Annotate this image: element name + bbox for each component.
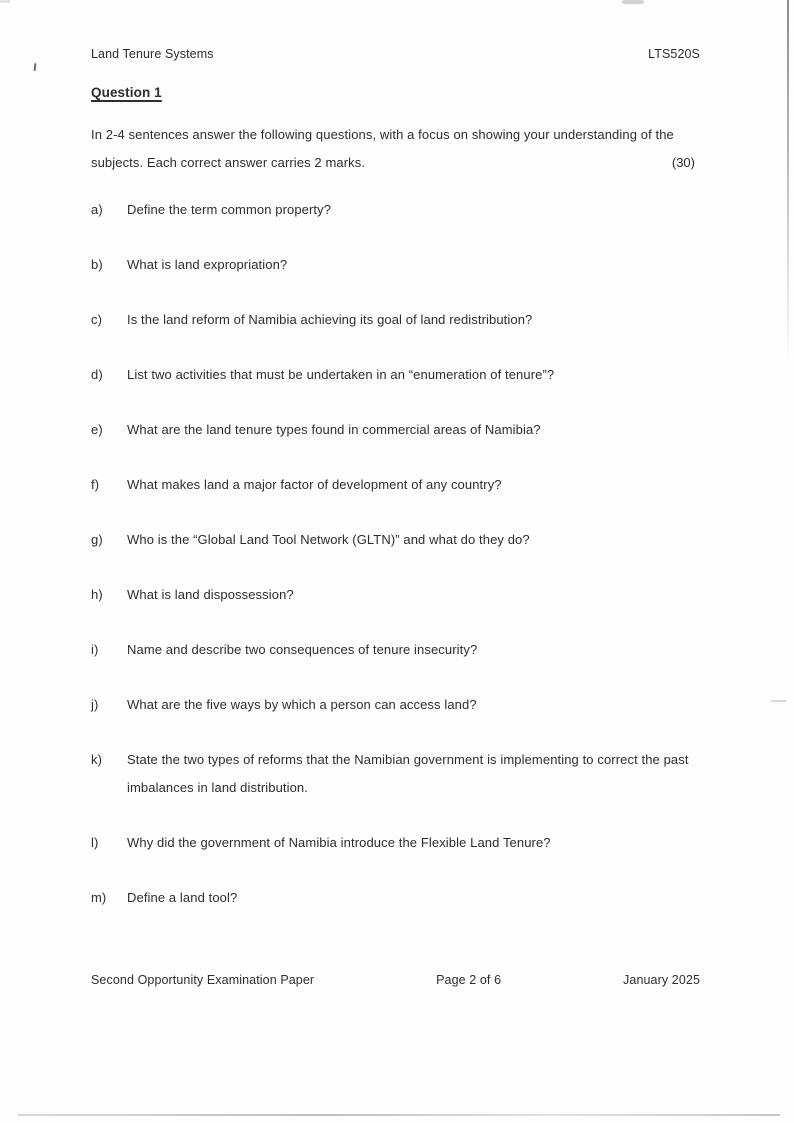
item-letter: m) <box>91 890 107 905</box>
question-item-d <box>91 361 700 389</box>
item-text: What are the five ways by which a person can access land? <box>127 697 477 712</box>
item-text: What makes land a major factor of development of any country? <box>127 477 502 492</box>
item-letter: c) <box>91 312 103 327</box>
question-item-b <box>91 251 700 279</box>
item-letter: g) <box>91 532 103 547</box>
question-item-l <box>91 829 700 857</box>
item-text: Who is the “Global Land Tool Network (GLTN)” and what do they do? <box>127 532 530 547</box>
question-item-a <box>91 196 700 224</box>
item-text: Define the term common property? <box>127 202 332 217</box>
item-text: What are the land tenure types found in commercial areas of Namibia? <box>127 422 541 437</box>
course-title: Land Tenure Systems <box>91 47 214 61</box>
page-content <box>91 0 700 912</box>
document-header <box>91 0 700 62</box>
item-letter: i) <box>91 642 99 657</box>
footer-date: January 2025 <box>623 973 700 987</box>
question-item-m <box>91 884 700 912</box>
item-letter: h) <box>91 587 103 602</box>
item-text: What is land expropriation? <box>127 257 288 272</box>
scan-artifact-corner-mark <box>0 0 10 3</box>
marks-allocation: (30) <box>671 155 695 170</box>
item-letter: j) <box>91 697 99 712</box>
footer-document-type: Second Opportunity Examination Paper <box>91 973 315 987</box>
scan-artifact-right-small-mark <box>771 700 786 702</box>
item-letter: k) <box>91 752 103 767</box>
item-text: List two activities that must be undertaken in an “enumeration of tenure”? <box>127 367 555 382</box>
footer-page-indicator: Page 2 of 6 <box>436 973 502 987</box>
item-text: Why did the government of Namibia introduce the Flexible Land Tenure? <box>127 835 551 850</box>
question-item-f <box>91 471 700 499</box>
question-item-c <box>91 306 700 334</box>
question-item-g <box>91 526 700 554</box>
item-letter: l) <box>91 835 99 850</box>
item-letter: b) <box>91 257 103 272</box>
question-item-h <box>91 581 700 609</box>
item-text: What is land dispossession? <box>127 587 294 602</box>
item-letter: f) <box>91 477 100 492</box>
item-text: State the two types of reforms that the Namibian government is implementing to correct the past imbalances in land distribution. <box>127 752 689 795</box>
scan-artifact-bottom-edge-line <box>18 1114 780 1116</box>
item-letter: e) <box>91 422 103 437</box>
course-code: LTS520S <box>648 47 700 61</box>
item-text: Define a land tool? <box>127 890 238 905</box>
item-text: Is the land reform of Namibia achieving its goal of land redistribution? <box>127 312 533 327</box>
question-item-i <box>91 636 700 664</box>
question-item-j <box>91 691 700 719</box>
document-footer <box>91 972 700 988</box>
question-item-list <box>91 196 700 912</box>
question-intro <box>91 121 700 177</box>
item-text: Name and describe two consequences of tenure insecurity? <box>127 642 478 657</box>
question-item-e <box>91 416 700 444</box>
scan-artifact-left-tick <box>34 63 37 71</box>
question-item-k <box>91 746 700 802</box>
scan-artifact-right-edge-line <box>787 0 789 360</box>
question-intro-text: In 2-4 sentences answer the following questions, with a focus on showing your understanding of the subjects. Each correct answer carries 2 marks. <box>91 127 674 170</box>
question-heading: Question 1 <box>91 85 162 100</box>
item-letter: d) <box>91 367 103 382</box>
item-letter: a) <box>91 202 103 217</box>
